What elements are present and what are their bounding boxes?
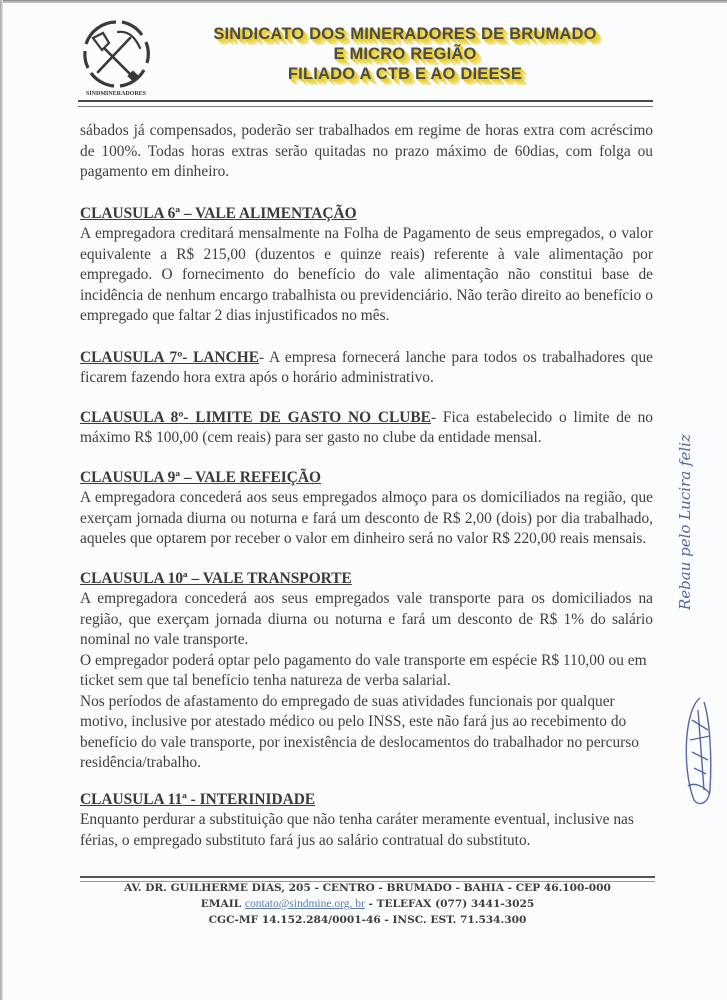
footer-telefax: - TELEFAX (077) 3441-3025: [364, 898, 535, 910]
clause-10-text-3: Nos períodos de afastamento do empregado de suas atividades funcionais por qualquer motivo, inclusive por atestado médico ou pelo INSS, este não fará jus ao recebimento do benefício do vale transporte, por inexistência de deslocamentos do trabalhador no percurso residência/trabalho.: [80, 692, 639, 771]
footer-address: AV. DR. GUILHERME DIAS, 205 - CENTRO - BRUMADO - BAHIA - CEP 46.100-000: [124, 882, 611, 894]
clause-11-text: Enquanto perdurar a substituição que não tenha caráter meramente eventual, inclusive nas férias, o empregado substituto fará jus ao salário contratual do substituto.: [80, 811, 634, 849]
clause-6-text: A empregadora creditará mensalmente na Folha de Pagamento de seus empregados, o valor equivalente a R$ 215,00 (duzentos e quinze reais) referente à vale alimentação por empregado. O fornecimento do benefício do vale alimentação não constitui base de incidência de nenhum encargo trabalhista ou previdenciário. Não terão direito ao benefício o empregado que faltar 2 dias injustificados no mês.: [80, 225, 653, 324]
scan-edge-top: [0, 0, 727, 3]
handwritten-note-text: Rebau pelo Lucira feliz: [676, 434, 694, 610]
letterhead: [78, 18, 658, 103]
clause-7-text: - A empresa fornecerá lanche para todos os trabalhadores que ficarem fazendo hora extra após o horário administrativo.: [80, 348, 653, 386]
document-body: [80, 121, 653, 851]
crossed-shovel-pickaxe-icon: [80, 18, 152, 90]
union-name: [170, 24, 640, 84]
footer-registry: CGC-MF 14.152.284/0001-46 - INSC. EST. 71.534.300: [208, 914, 527, 926]
clause-9-text: A empregadora concederá aos seus empregados almoço para os domiciliados na região, que exerçam jornada diurna ou noturna e fará um desconto de R$ 2,00 (dois) por dia trabalhado, aqueles que optarem por receber o valor em dinheiro será no valor R$ 220,00 reais mensais.: [80, 489, 653, 547]
clause-10: [80, 569, 653, 774]
clause-11: [80, 790, 653, 852]
clause-7: [80, 348, 653, 389]
signature-icon: [680, 690, 720, 810]
clause-8-text: - Fica estabelecido o limite de no máximo R$ 100,00 (cem reais) para ser gasto no clube da entidade mensal.: [80, 408, 653, 446]
clause-8-title: CLAUSULA 8º- LIMITE DE GASTO NO CLUBE: [80, 408, 431, 426]
union-logo: [78, 18, 154, 98]
logo-caption: SINDMINERADORES: [85, 91, 146, 97]
clause-10-text-2: O empregador poderá optar pelo pagamento do vale transporte em espécie R$ 110,00 ou em ticket sem que tal benefício tenha natureza de verba salarial.: [80, 651, 647, 689]
affiliation-line: FILIADO A CTB E AO DIEESE: [287, 65, 523, 83]
scan-edge-left: [0, 0, 3, 1000]
union-name-line-2: E MICRO REGIÃO: [333, 45, 477, 63]
clause-8: [80, 408, 653, 449]
footer-contact-line: [80, 896, 655, 912]
clause-10-text: A empregadora concederá aos seus empregados vale transporte para os domiciliados na região, que exerçam jornada diurna ou noturna e fará um desconto de R$ 1% do salário nominal no vale transporte.: [80, 590, 653, 648]
footer-email-link[interactable]: contato@sindmine.org. br: [244, 898, 365, 910]
clause-7-title: CLAUSULA 7º- LANCHE: [80, 348, 259, 366]
clause-9: [80, 468, 653, 550]
footer-contact: [80, 880, 655, 928]
intro-paragraph: sábados já compensados, poderão ser trabalhados em regime de horas extra com acréscimo de 100%. Todas horas extras serão quitadas no prazo máximo de 60dias, com folga ou pagamento em dinheiro.: [80, 122, 653, 180]
clause-9-title: CLAUSULA 9ª – VALE REFEIÇÃO: [80, 468, 321, 486]
footer-email-label: EMAIL: [200, 898, 242, 910]
union-name-line-1: SINDICATO DOS MINERADORES DE BRUMADO: [213, 25, 597, 43]
clause-10-title: CLAUSULA 10ª – VALE TRANSPORTE: [80, 569, 352, 587]
clause-6: [80, 204, 653, 327]
clause-11-title: CLAUSULA 11ª - INTERINIDADE: [80, 790, 316, 808]
clause-6-title: CLAUSULA 6ª – VALE ALIMENTAÇÃO: [80, 204, 357, 222]
header-divider: [78, 100, 653, 107]
